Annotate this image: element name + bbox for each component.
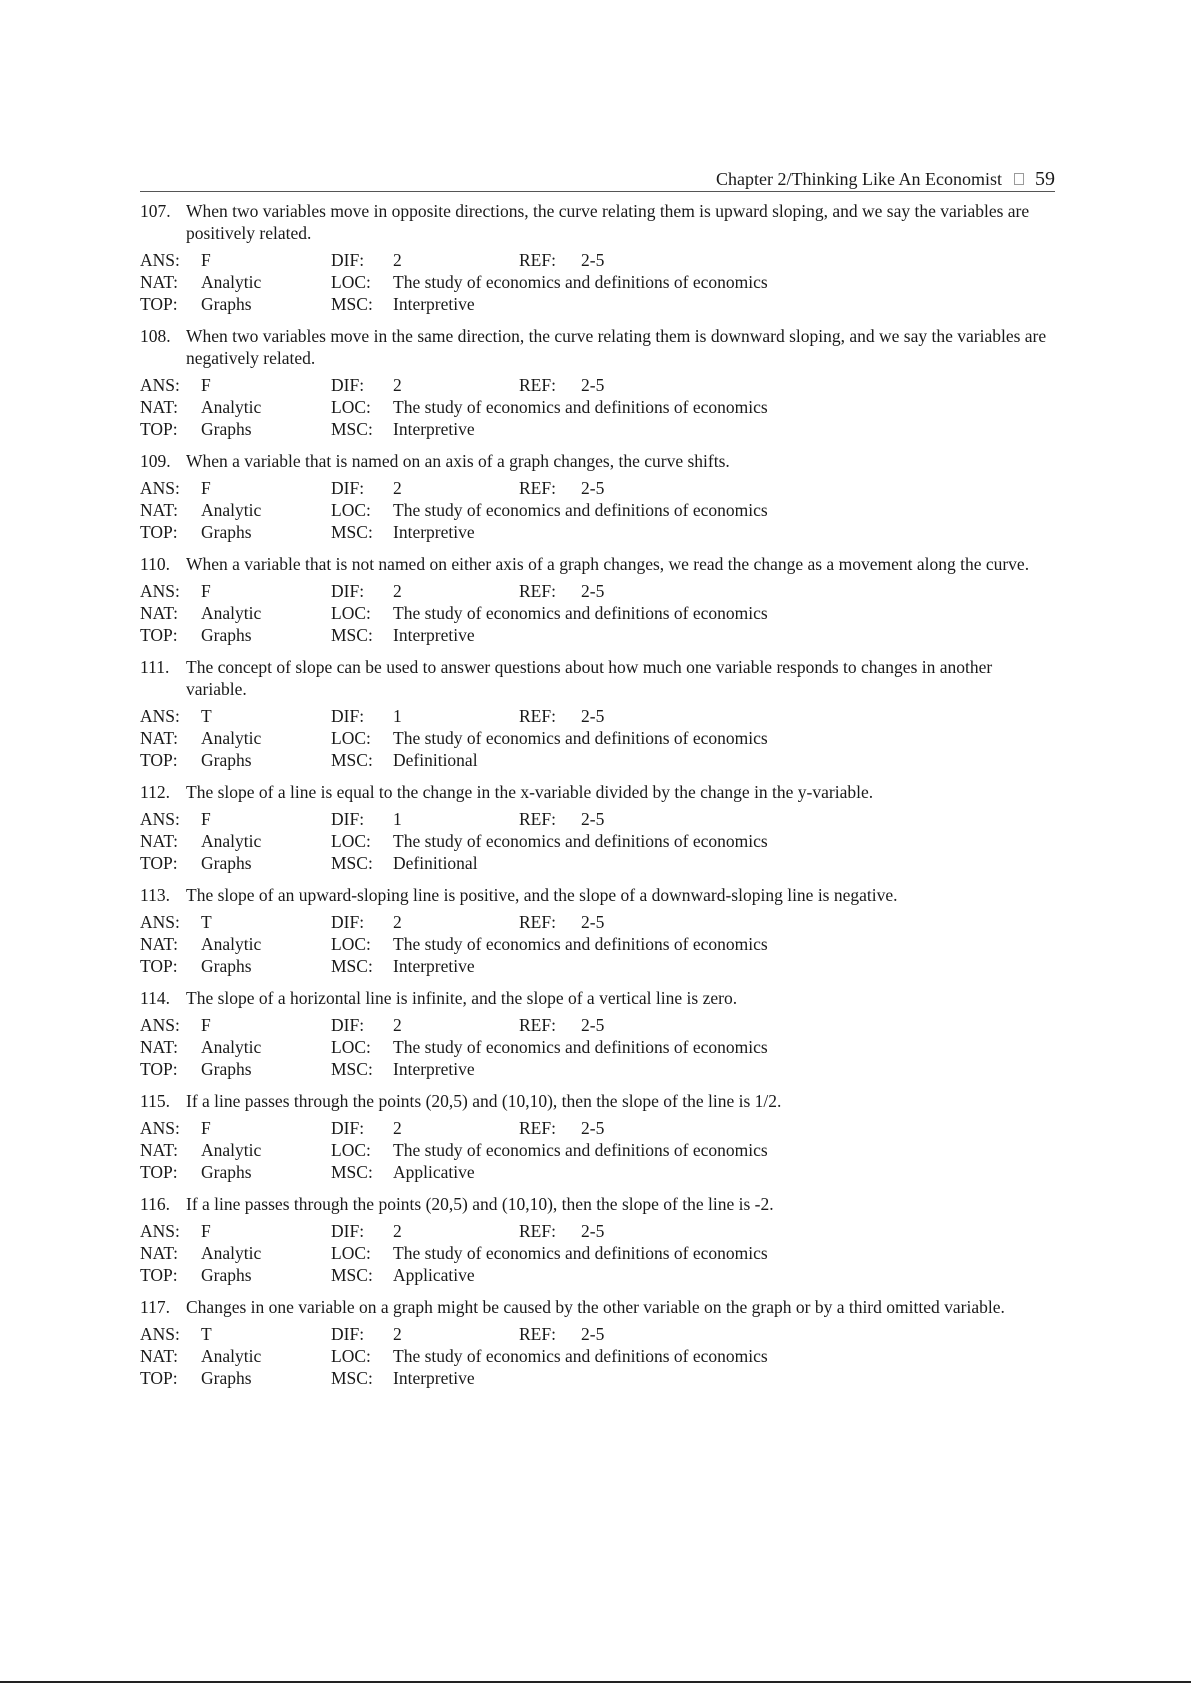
separator-box-icon: [1014, 173, 1024, 185]
nat-label: NAT:: [140, 603, 179, 623]
page: [140, 168, 1055, 1399]
question-number: 114.: [140, 988, 170, 1008]
question-item: [140, 1193, 1055, 1286]
loc-value: The study of economics and definitions of economics: [393, 397, 768, 417]
dif-label: DIF:: [331, 478, 365, 498]
loc-label: LOC:: [331, 500, 371, 520]
msc-value: Definitional: [393, 750, 478, 770]
question-text-row: [140, 987, 1055, 1009]
nat-label: NAT:: [140, 500, 179, 520]
msc-label: MSC:: [331, 1059, 373, 1079]
msc-label: MSC:: [331, 956, 373, 976]
loc-label: LOC:: [331, 1346, 371, 1366]
answer-metadata: [140, 808, 1055, 874]
ans-label: ANS:: [140, 1324, 180, 1344]
nat-value: Analytic: [201, 831, 262, 851]
loc-label: LOC:: [331, 397, 371, 417]
ref-value: 2-5: [581, 1118, 605, 1138]
top-value: Graphs: [201, 625, 252, 645]
nat-label: NAT:: [140, 1140, 179, 1160]
ans-label: ANS:: [140, 478, 180, 498]
loc-value: The study of economics and definitions of economics: [393, 934, 768, 954]
msc-value: Interpretive: [393, 1368, 475, 1388]
question-number: 113.: [140, 885, 170, 905]
ans-value: F: [201, 1221, 211, 1241]
msc-value: Interpretive: [393, 522, 475, 542]
nat-label: NAT:: [140, 1346, 179, 1366]
ref-label: REF:: [519, 912, 556, 932]
question-number: 108.: [140, 326, 171, 346]
question-statement: If a line passes through the points (20,5) and (10,10), then the slope of the line is -2.: [186, 1194, 774, 1214]
answer-metadata: [140, 1014, 1055, 1080]
question-item: [140, 1090, 1055, 1183]
dif-value: 2: [393, 912, 402, 932]
loc-value: The study of economics and definitions of economics: [393, 1346, 768, 1366]
ref-label: REF:: [519, 250, 556, 270]
question-item: [140, 200, 1055, 315]
dif-value: 2: [393, 250, 402, 270]
ref-value: 2-5: [581, 809, 605, 829]
nat-value: Analytic: [201, 603, 262, 623]
dif-label: DIF:: [331, 809, 365, 829]
ref-label: REF:: [519, 1324, 556, 1344]
question-statement: The slope of a horizontal line is infinite, and the slope of a vertical line is zero.: [186, 988, 738, 1008]
ref-label: REF:: [519, 1221, 556, 1241]
loc-value: The study of economics and definitions of economics: [393, 603, 768, 623]
msc-label: MSC:: [331, 419, 373, 439]
ans-value: F: [201, 1015, 211, 1035]
msc-label: MSC:: [331, 853, 373, 873]
dif-value: 1: [393, 809, 402, 829]
dif-label: DIF:: [331, 1118, 365, 1138]
question-text-row: [140, 1090, 1055, 1112]
dif-value: 2: [393, 581, 402, 601]
chapter-title: Chapter 2/Thinking Like An Economist: [716, 169, 1002, 189]
top-label: TOP:: [140, 294, 178, 314]
top-value: Graphs: [201, 956, 252, 976]
answer-metadata: [140, 1323, 1055, 1389]
question-number: 116.: [140, 1194, 170, 1214]
dif-value: 2: [393, 1324, 402, 1344]
loc-label: LOC:: [331, 603, 371, 623]
question-text-row: [140, 325, 1055, 369]
question-text-row: [140, 656, 1055, 700]
dif-label: DIF:: [331, 250, 365, 270]
nat-label: NAT:: [140, 934, 179, 954]
top-label: TOP:: [140, 522, 178, 542]
dif-label: DIF:: [331, 581, 365, 601]
ref-label: REF:: [519, 1118, 556, 1138]
answer-metadata: [140, 249, 1055, 315]
nat-label: NAT:: [140, 272, 179, 292]
top-label: TOP:: [140, 1265, 178, 1285]
question-item: [140, 325, 1055, 440]
msc-value: Interpretive: [393, 419, 475, 439]
nat-value: Analytic: [201, 500, 262, 520]
top-value: Graphs: [201, 1059, 252, 1079]
answer-metadata: [140, 1117, 1055, 1183]
question-number: 107.: [140, 201, 171, 221]
msc-value: Applicative: [393, 1162, 475, 1182]
ans-label: ANS:: [140, 250, 180, 270]
nat-label: NAT:: [140, 728, 179, 748]
msc-label: MSC:: [331, 294, 373, 314]
dif-value: 2: [393, 1118, 402, 1138]
loc-value: The study of economics and definitions of economics: [393, 1243, 768, 1263]
dif-value: 2: [393, 1221, 402, 1241]
msc-label: MSC:: [331, 1368, 373, 1388]
question-text-row: [140, 1296, 1055, 1318]
ans-label: ANS:: [140, 1015, 180, 1035]
dif-label: DIF:: [331, 1324, 365, 1344]
question-text-row: [140, 553, 1055, 575]
top-label: TOP:: [140, 1162, 178, 1182]
question-item: [140, 656, 1055, 771]
loc-value: The study of economics and definitions of economics: [393, 831, 768, 851]
question-item: [140, 987, 1055, 1080]
question-number: 115.: [140, 1091, 170, 1111]
msc-label: MSC:: [331, 522, 373, 542]
question-text-row: [140, 884, 1055, 906]
answer-metadata: [140, 374, 1055, 440]
top-label: TOP:: [140, 625, 178, 645]
loc-value: The study of economics and definitions of economics: [393, 500, 768, 520]
loc-value: The study of economics and definitions of economics: [393, 1037, 768, 1057]
ref-label: REF:: [519, 478, 556, 498]
ref-value: 2-5: [581, 375, 605, 395]
loc-label: LOC:: [331, 1037, 371, 1057]
top-value: Graphs: [201, 750, 252, 770]
question-text-row: [140, 200, 1055, 244]
question-text-row: [140, 450, 1055, 472]
top-label: TOP:: [140, 1059, 178, 1079]
nat-label: NAT:: [140, 397, 179, 417]
answer-metadata: [140, 705, 1055, 771]
dif-value: 2: [393, 478, 402, 498]
ref-label: REF:: [519, 375, 556, 395]
question-statement: If a line passes through the points (20,5) and (10,10), then the slope of the line is 1/2.: [186, 1091, 782, 1111]
top-value: Graphs: [201, 419, 252, 439]
dif-value: 2: [393, 1015, 402, 1035]
ref-label: REF:: [519, 809, 556, 829]
nat-label: NAT:: [140, 1037, 179, 1057]
top-value: Graphs: [201, 1265, 252, 1285]
ans-value: F: [201, 581, 211, 601]
msc-value: Applicative: [393, 1265, 475, 1285]
top-label: TOP:: [140, 956, 178, 976]
question-statement: When two variables move in the same direction, the curve relating them is downward sloping, and we say the variables are negatively related.: [186, 326, 1047, 368]
dif-value: 1: [393, 706, 402, 726]
nat-value: Analytic: [201, 1346, 262, 1366]
ans-label: ANS:: [140, 912, 180, 932]
msc-value: Interpretive: [393, 625, 475, 645]
ref-value: 2-5: [581, 706, 605, 726]
nat-label: NAT:: [140, 1243, 179, 1263]
top-value: Graphs: [201, 294, 252, 314]
question-statement: When a variable that is not named on either axis of a graph changes, we read the change as a movement along the curve.: [186, 554, 1030, 574]
ref-value: 2-5: [581, 1221, 605, 1241]
msc-value: Interpretive: [393, 956, 475, 976]
ref-label: REF:: [519, 1015, 556, 1035]
running-header: [140, 168, 1055, 192]
nat-value: Analytic: [201, 397, 262, 417]
ans-value: F: [201, 809, 211, 829]
answer-metadata: [140, 1220, 1055, 1286]
msc-label: MSC:: [331, 750, 373, 770]
top-value: Graphs: [201, 1162, 252, 1182]
ref-value: 2-5: [581, 250, 605, 270]
loc-label: LOC:: [331, 934, 371, 954]
msc-value: Definitional: [393, 853, 478, 873]
loc-value: The study of economics and definitions of economics: [393, 728, 768, 748]
ref-label: REF:: [519, 706, 556, 726]
question-statement: The slope of an upward-sloping line is positive, and the slope of a downward-sloping line is negative.: [186, 885, 898, 905]
msc-label: MSC:: [331, 1265, 373, 1285]
ans-value: T: [201, 912, 212, 932]
loc-label: LOC:: [331, 1140, 371, 1160]
dif-value: 2: [393, 375, 402, 395]
msc-label: MSC:: [331, 1162, 373, 1182]
ref-label: REF:: [519, 581, 556, 601]
msc-value: Interpretive: [393, 294, 475, 314]
nat-value: Analytic: [201, 1140, 262, 1160]
question-item: [140, 781, 1055, 874]
question-item: [140, 450, 1055, 543]
loc-label: LOC:: [331, 1243, 371, 1263]
nat-value: Analytic: [201, 728, 262, 748]
question-list: [140, 200, 1055, 1389]
question-number: 111.: [140, 657, 170, 677]
ans-label: ANS:: [140, 1221, 180, 1241]
nat-value: Analytic: [201, 1037, 262, 1057]
ans-label: ANS:: [140, 581, 180, 601]
ref-value: 2-5: [581, 478, 605, 498]
question-item: [140, 1296, 1055, 1389]
loc-label: LOC:: [331, 728, 371, 748]
ans-label: ANS:: [140, 1118, 180, 1138]
msc-label: MSC:: [331, 625, 373, 645]
loc-label: LOC:: [331, 831, 371, 851]
dif-label: DIF:: [331, 1221, 365, 1241]
question-statement: The concept of slope can be used to answer questions about how much one variable responds to changes in another variable.: [186, 657, 993, 699]
ref-value: 2-5: [581, 581, 605, 601]
question-number: 117.: [140, 1297, 170, 1317]
top-label: TOP:: [140, 750, 178, 770]
ans-value: F: [201, 478, 211, 498]
ans-label: ANS:: [140, 809, 180, 829]
loc-value: The study of economics and definitions of economics: [393, 1140, 768, 1160]
question-text-row: [140, 781, 1055, 803]
ref-value: 2-5: [581, 1324, 605, 1344]
question-item: [140, 884, 1055, 977]
top-label: TOP:: [140, 419, 178, 439]
page-number: 59: [1035, 168, 1055, 190]
top-value: Graphs: [201, 853, 252, 873]
bottom-rule: [0, 1681, 1191, 1683]
nat-value: Analytic: [201, 272, 262, 292]
question-statement: Changes in one variable on a graph might be caused by the other variable on the graph or by a third omitted variable.: [186, 1297, 1005, 1317]
nat-value: Analytic: [201, 1243, 262, 1263]
question-statement: When a variable that is named on an axis of a graph changes, the curve shifts.: [186, 451, 730, 471]
question-number: 109.: [140, 451, 171, 471]
top-value: Graphs: [201, 1368, 252, 1388]
nat-label: NAT:: [140, 831, 179, 851]
answer-metadata: [140, 477, 1055, 543]
dif-label: DIF:: [331, 1015, 365, 1035]
question-number: 112.: [140, 782, 170, 802]
question-text-row: [140, 1193, 1055, 1215]
question-item: [140, 553, 1055, 646]
ans-value: T: [201, 1324, 212, 1344]
loc-label: LOC:: [331, 272, 371, 292]
ans-value: F: [201, 250, 211, 270]
dif-label: DIF:: [331, 706, 365, 726]
top-label: TOP:: [140, 853, 178, 873]
ref-value: 2-5: [581, 912, 605, 932]
ans-label: ANS:: [140, 375, 180, 395]
dif-label: DIF:: [331, 375, 365, 395]
msc-value: Interpretive: [393, 1059, 475, 1079]
loc-value: The study of economics and definitions of economics: [393, 272, 768, 292]
answer-metadata: [140, 911, 1055, 977]
ans-label: ANS:: [140, 706, 180, 726]
dif-label: DIF:: [331, 912, 365, 932]
question-statement: When two variables move in opposite directions, the curve relating them is upward sloping, and we say the variables are positively related.: [186, 201, 1030, 243]
ans-value: T: [201, 706, 212, 726]
nat-value: Analytic: [201, 934, 262, 954]
question-number: 110.: [140, 554, 170, 574]
ans-value: F: [201, 1118, 211, 1138]
top-value: Graphs: [201, 522, 252, 542]
question-statement: The slope of a line is equal to the change in the x-variable divided by the change in the y-variable.: [186, 782, 874, 802]
ref-value: 2-5: [581, 1015, 605, 1035]
answer-metadata: [140, 580, 1055, 646]
top-label: TOP:: [140, 1368, 178, 1388]
ans-value: F: [201, 375, 211, 395]
